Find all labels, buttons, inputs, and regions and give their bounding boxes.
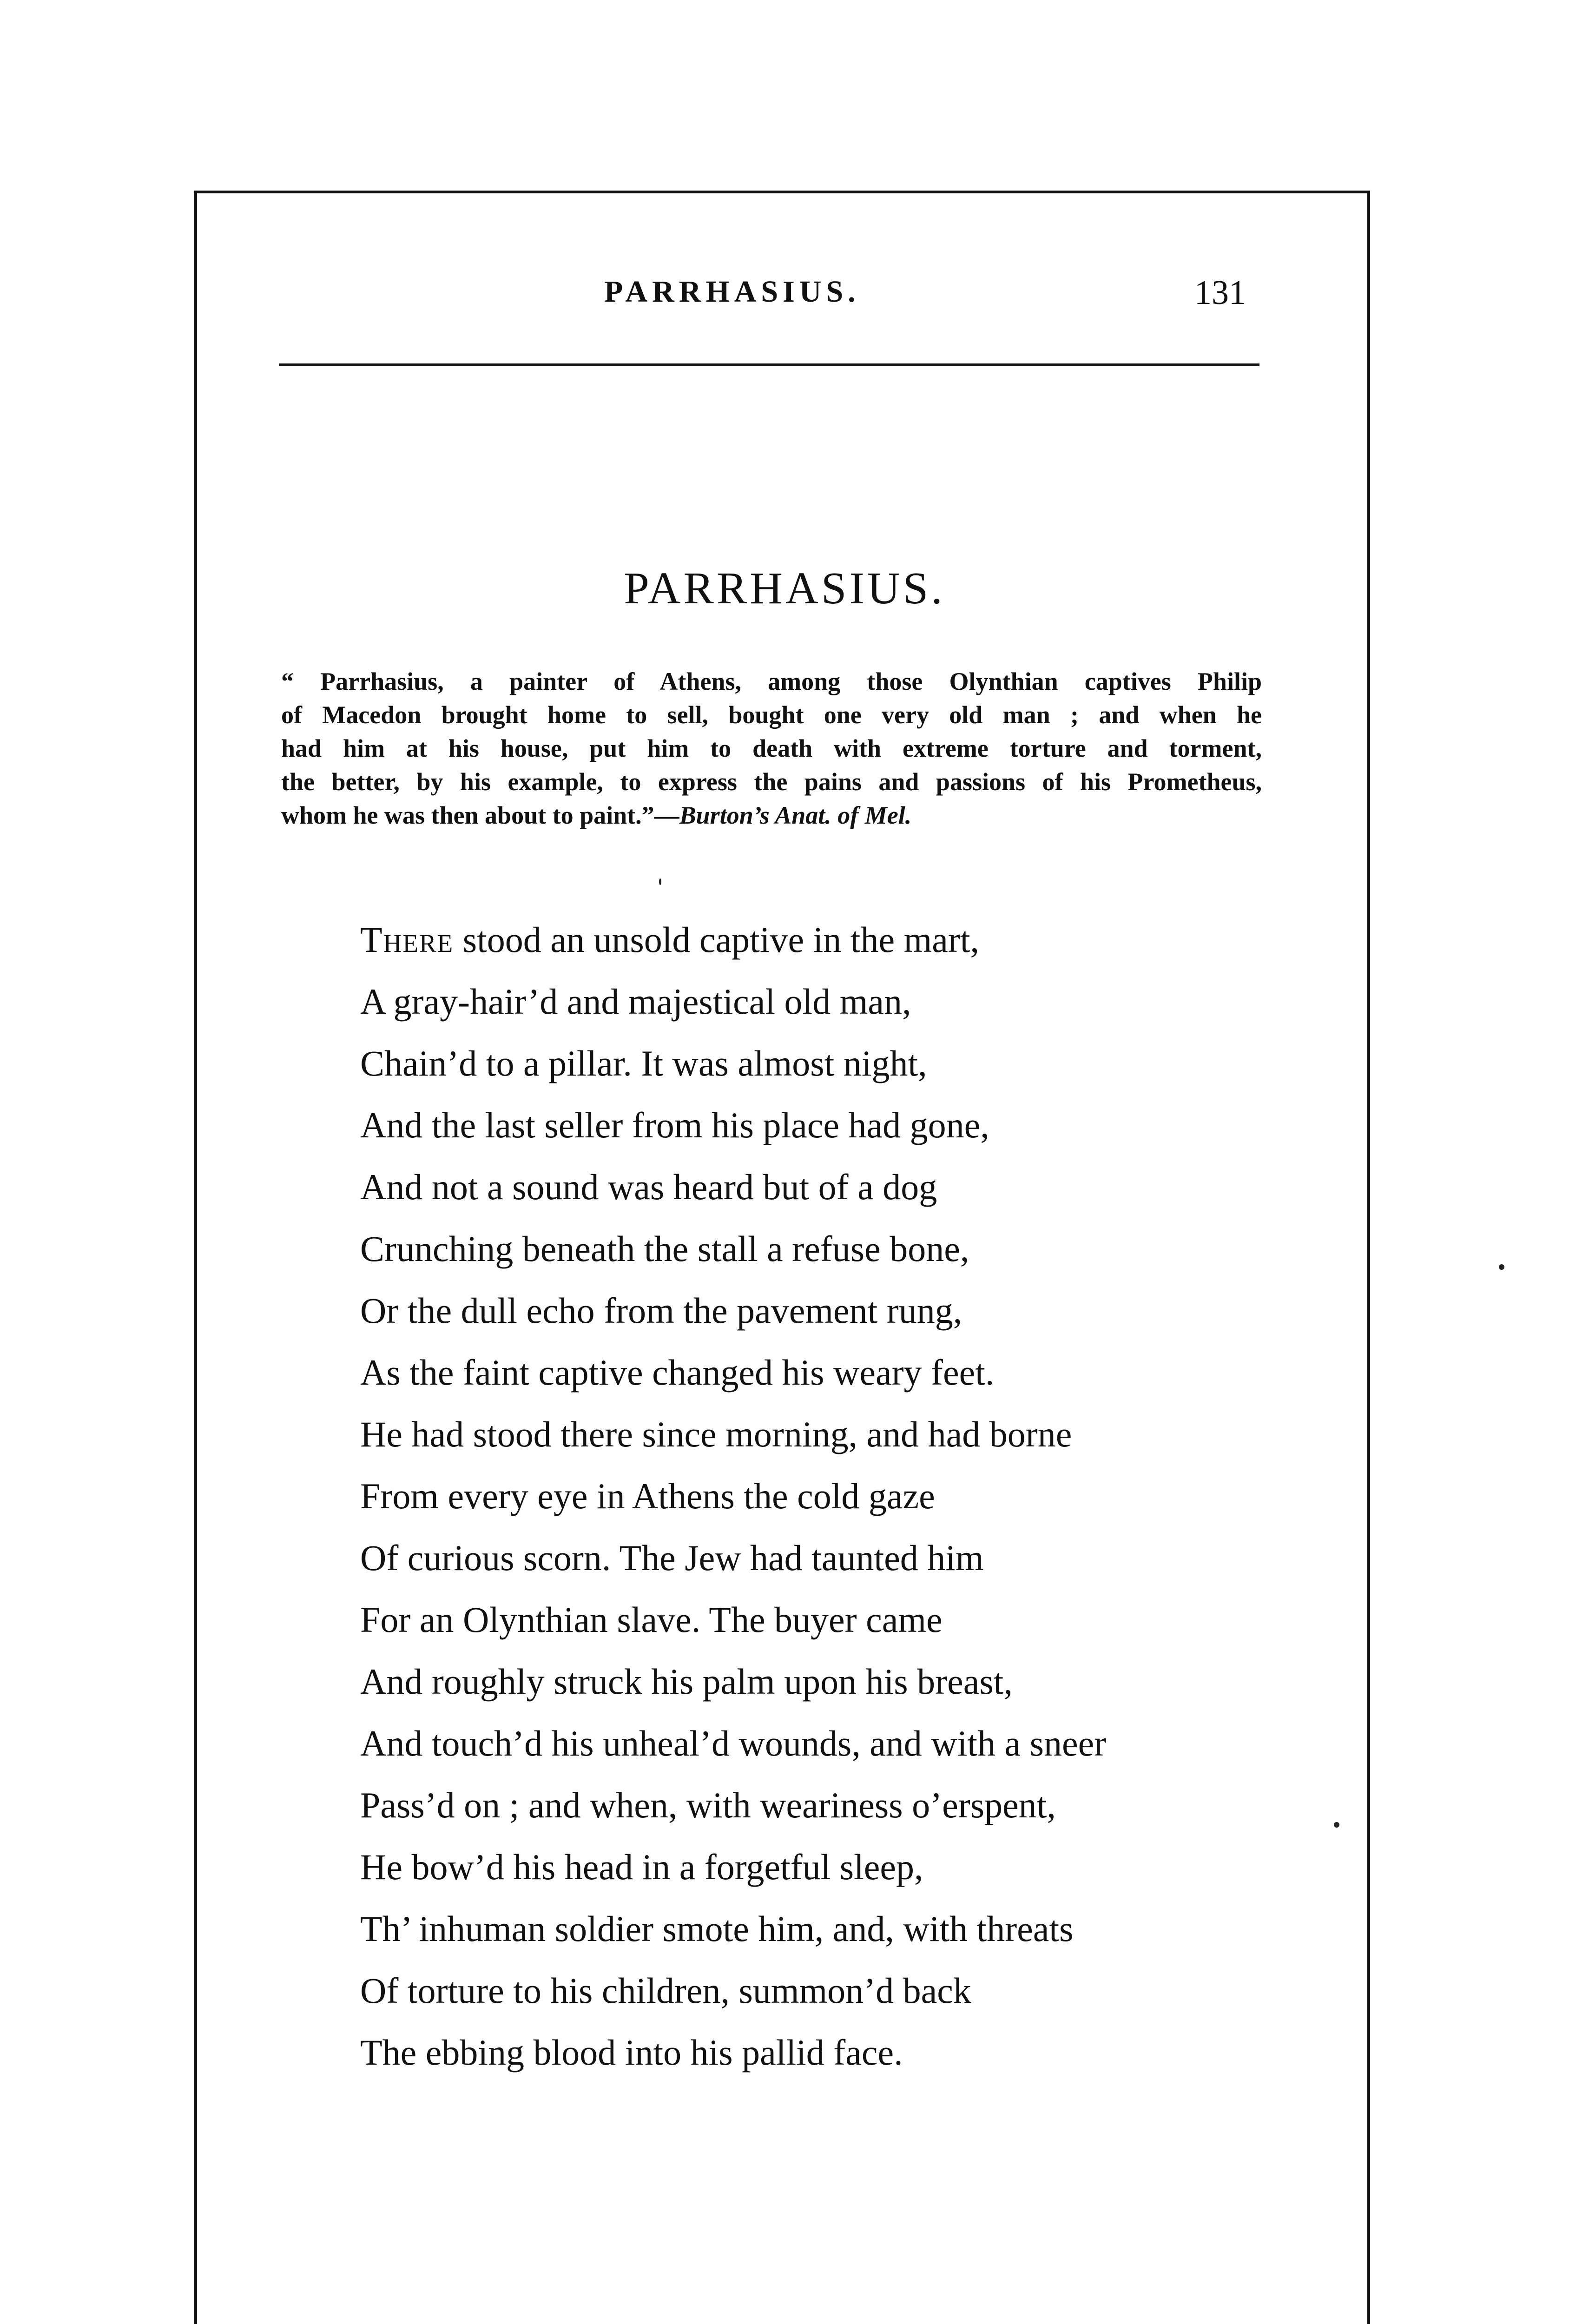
poem-line-1: [360, 909, 1106, 971]
poem-line: From every eye in Athens the cold gaze: [360, 1476, 935, 1516]
print-speck: [659, 878, 661, 885]
poem-line: For an Olynthian slave. The buyer came: [360, 1599, 943, 1640]
poem-line: Crunching beneath the stall a refuse bone,: [360, 1228, 969, 1269]
poem-title: PARRHASIUS.: [624, 563, 945, 614]
header-rule: [279, 363, 1259, 366]
epigraph: [281, 665, 1262, 832]
poem-line: He bow’d his head in a forgetful sleep,: [360, 1847, 923, 1887]
poem-line: As the faint captive changed his weary feet.: [360, 1352, 995, 1393]
epigraph-line: whom he was then about to paint.”—: [281, 801, 679, 829]
poem-line: Pass’d on ; and when, with weariness o’erspent,: [360, 1785, 1056, 1825]
poem-line: Of torture to his children, summon’d back: [360, 1970, 971, 2011]
epigraph-line: had him at his house, put him to death with extreme torture and torment,: [281, 734, 1262, 762]
epigraph-last-line: [281, 799, 1262, 832]
epigraph-citation: Burton’s Anat. of Mel.: [679, 801, 912, 829]
poem-line: And roughly struck his palm upon his breast,: [360, 1661, 1013, 1702]
poem-line: Of curious scorn. The Jew had taunted him: [360, 1538, 984, 1578]
drop-word: There: [360, 919, 454, 960]
poem-body: [360, 909, 1106, 2083]
epigraph-line: “ Parrhasius, a painter of Athens, among those Olynthian captives Philip: [281, 667, 1262, 695]
print-speck: [1334, 1822, 1339, 1828]
poem-line: Th’ inhuman soldier smote him, and, with threats: [360, 1908, 1074, 1949]
print-speck: [1499, 1264, 1504, 1270]
poem-line-text: stood an unsold captive in the mart,: [454, 919, 980, 960]
epigraph-line: of Macedon brought home to sell, bought one very old man ; and when he: [281, 701, 1262, 729]
poem-line: Chain’d to a pillar. It was almost night,: [360, 1043, 927, 1083]
epigraph-line: the better, by his example, to express the pains and passions of his Prometheus,: [281, 768, 1262, 796]
poem-line: The ebbing blood into his pallid face.: [360, 2032, 903, 2073]
running-head: PARRHASIUS.: [604, 275, 860, 309]
page-number: 131: [1194, 274, 1246, 312]
poem-line: A gray-hair’d and majestical old man,: [360, 981, 911, 1022]
poem-line: Or the dull echo from the pavement rung,: [360, 1290, 962, 1331]
poem-line: He had stood there since morning, and had borne: [360, 1414, 1072, 1454]
poem-line: And touch’d his unheal’d wounds, and with a sneer: [360, 1723, 1107, 1763]
poem-line: And not a sound was heard but of a dog: [360, 1167, 937, 1207]
poem-line: And the last seller from his place had gone,: [360, 1105, 989, 1145]
